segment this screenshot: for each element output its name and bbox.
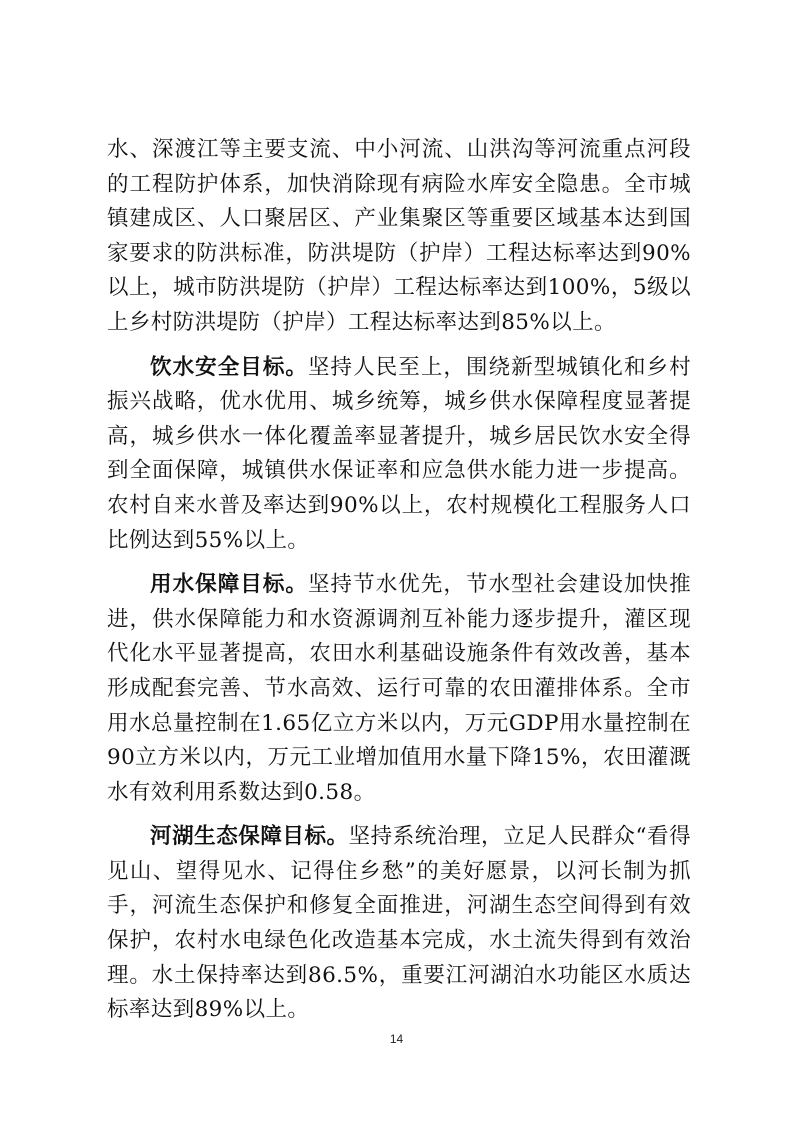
- page-number: 14: [389, 1032, 404, 1046]
- paragraph-drinking-water-goal: [107, 351, 691, 559]
- paragraph-text: 水、深渡江等主要支流、中小河流、山洪沟等河流重点河段的工程防护体系，加快消除现有病险水库安全隐患。全市城镇建成区、人口聚居区、产业集聚区等重要区域基本达到国家要求的防洪标准，防洪堤防（护岸）工程达标率达到90%以上，城市防洪堤防（护岸）工程达标率达到100%，5级以上乡村防洪堤防（护岸）工程达标率达到85%以上。: [107, 137, 691, 335]
- body-text: [107, 133, 691, 1028]
- paragraph-heading: 河湖生态保障目标。: [150, 824, 349, 850]
- paragraph-water-supply-goal: [107, 568, 691, 810]
- paragraph-flood-control-continued: [107, 133, 691, 341]
- paragraph-text: 坚持节水优先，节水型社会建设加快推进，供水保障能力和水资源调剂互补能力逐步提升，灌区现代化水平显著提高，农田水利基础设施条件有效改善，基本形成配套完善、节水高效、运行可靠的农田灌排体系。全市用水总量控制在1.65亿立方米以内，万元GDP用水量控制在90立方米以内，万元工业增加值用水量下降15%，农田灌溉水有效利用系数达到0.58。: [107, 572, 691, 805]
- paragraph-text: 坚持系统治理，立足人民群众“看得见山、望得见水、记得住乡愁”的美好愿景，以河长制为抓手，河流生态保护和修复全面推进，河湖生态空间得到有效保护，农村水电绿色化改造基本完成，水土流失得到有效治理。水土保持率达到86.5%，重要江河湖泊水功能区水质达标率达到89%以上。: [107, 824, 691, 1023]
- paragraph-text: 坚持人民至上，围绕新型城镇化和乡村振兴战略，优水优用、城乡统筹，城乡供水保障程度显著提高，城乡供水一体化覆盖率显著提升，城乡居民饮水安全得到全面保障，城镇供水保证率和应急供水能力进一步提高。农村自来水普及率达到90%以上，农村规模化工程服务人口比例达到55%以上。: [107, 354, 691, 553]
- paragraph-heading: 用水保障目标。: [150, 572, 308, 598]
- paragraph-river-ecology-goal: [107, 820, 691, 1028]
- paragraph-heading: 饮水安全目标。: [150, 354, 308, 380]
